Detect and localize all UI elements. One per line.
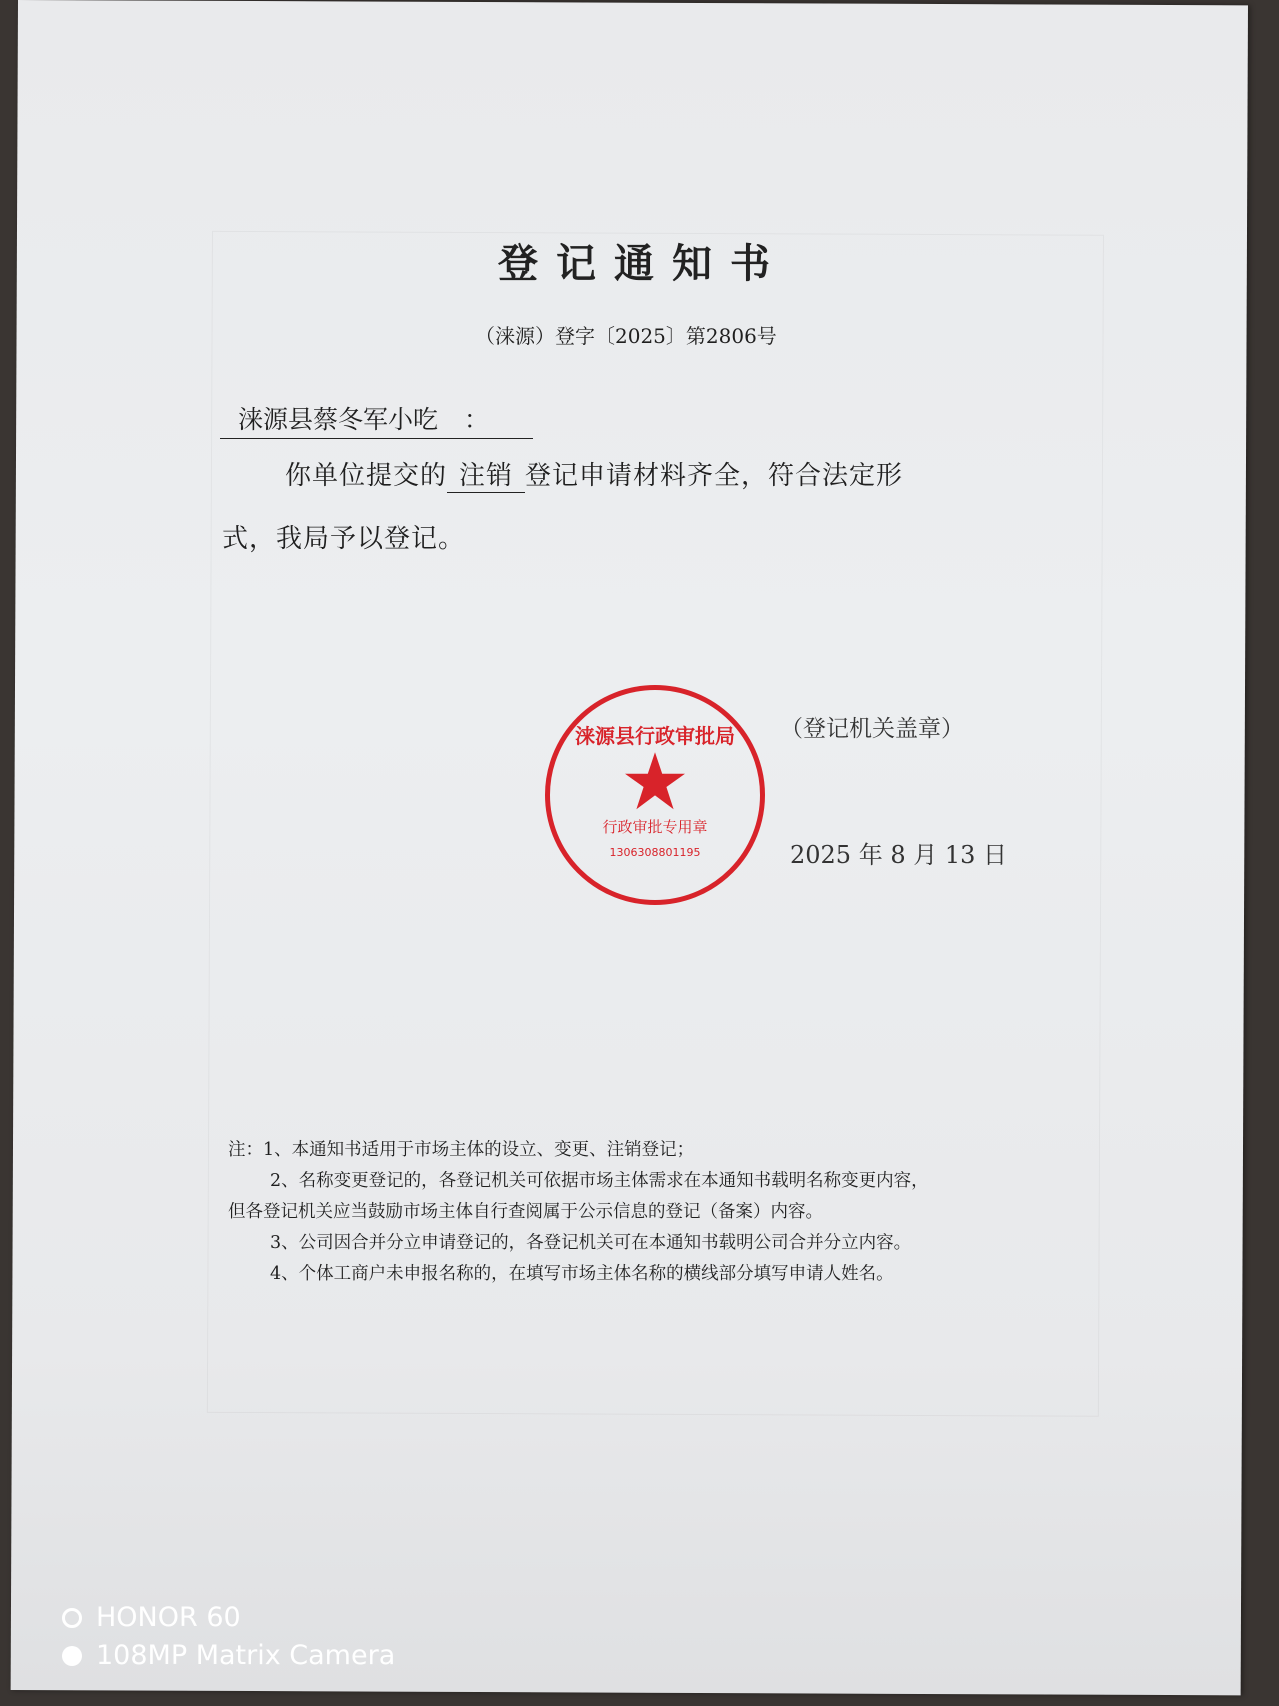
note-1: 注：1、本通知书适用于市场主体的设立、变更、注销登记； [228,1140,695,1160]
addressee-colon: ： [464,405,490,434]
star-icon [625,752,685,810]
camera-watermark-line-2 [62,1640,395,1671]
body-line-2: 式，我局予以登记。 [222,524,466,554]
camera-spec: 108MP Matrix Camera [96,1640,396,1671]
body-line-1 [285,455,903,493]
body-suffix: 登记申请材料齐全，符合法定形 [525,461,904,491]
document-title: 登记通知书 [498,241,788,287]
registration-type: 注销 [447,455,525,493]
reference-number: （涞源）登字〔2025〕第2806号 [475,324,777,348]
addressee-name: 涞源县蔡冬军小吃 [238,405,439,434]
issue-date: 2025 年 8 月 13 日 [790,841,1008,869]
note-2: 2、名称变更登记的，各登记机关可依据市场主体需求在本通知书载明名称变更内容， [270,1171,929,1191]
addressee [220,400,533,439]
note-3: 3、公司因合并分立申请登记的，各登记机关可在本通知书载明公司合并分立内容。 [270,1233,912,1253]
official-seal [545,685,765,905]
seal-outer-text: 涞源县行政审批局 [575,724,735,748]
note-4: 4、个体工商户未申报名称的，在填写市场主体名称的横线部分填写申请人姓名。 [270,1264,894,1284]
ring-icon [62,1608,82,1628]
camera-watermark-line-1 [62,1602,241,1633]
camera-model: HONOR 60 [96,1602,241,1633]
seal-label: （登记机关盖章） [780,716,964,742]
dot-icon [62,1646,82,1666]
note-2-continued: 但各登记机关应当鼓励市场主体自行查阅属于公示信息的登记（备案）内容。 [228,1202,823,1222]
notes-section [228,1135,1078,1290]
seal-inner-text: 行政审批专用章 [602,818,708,836]
seal-code: 1306308801195 [609,846,701,859]
body-prefix: 你单位提交的 [285,461,448,491]
